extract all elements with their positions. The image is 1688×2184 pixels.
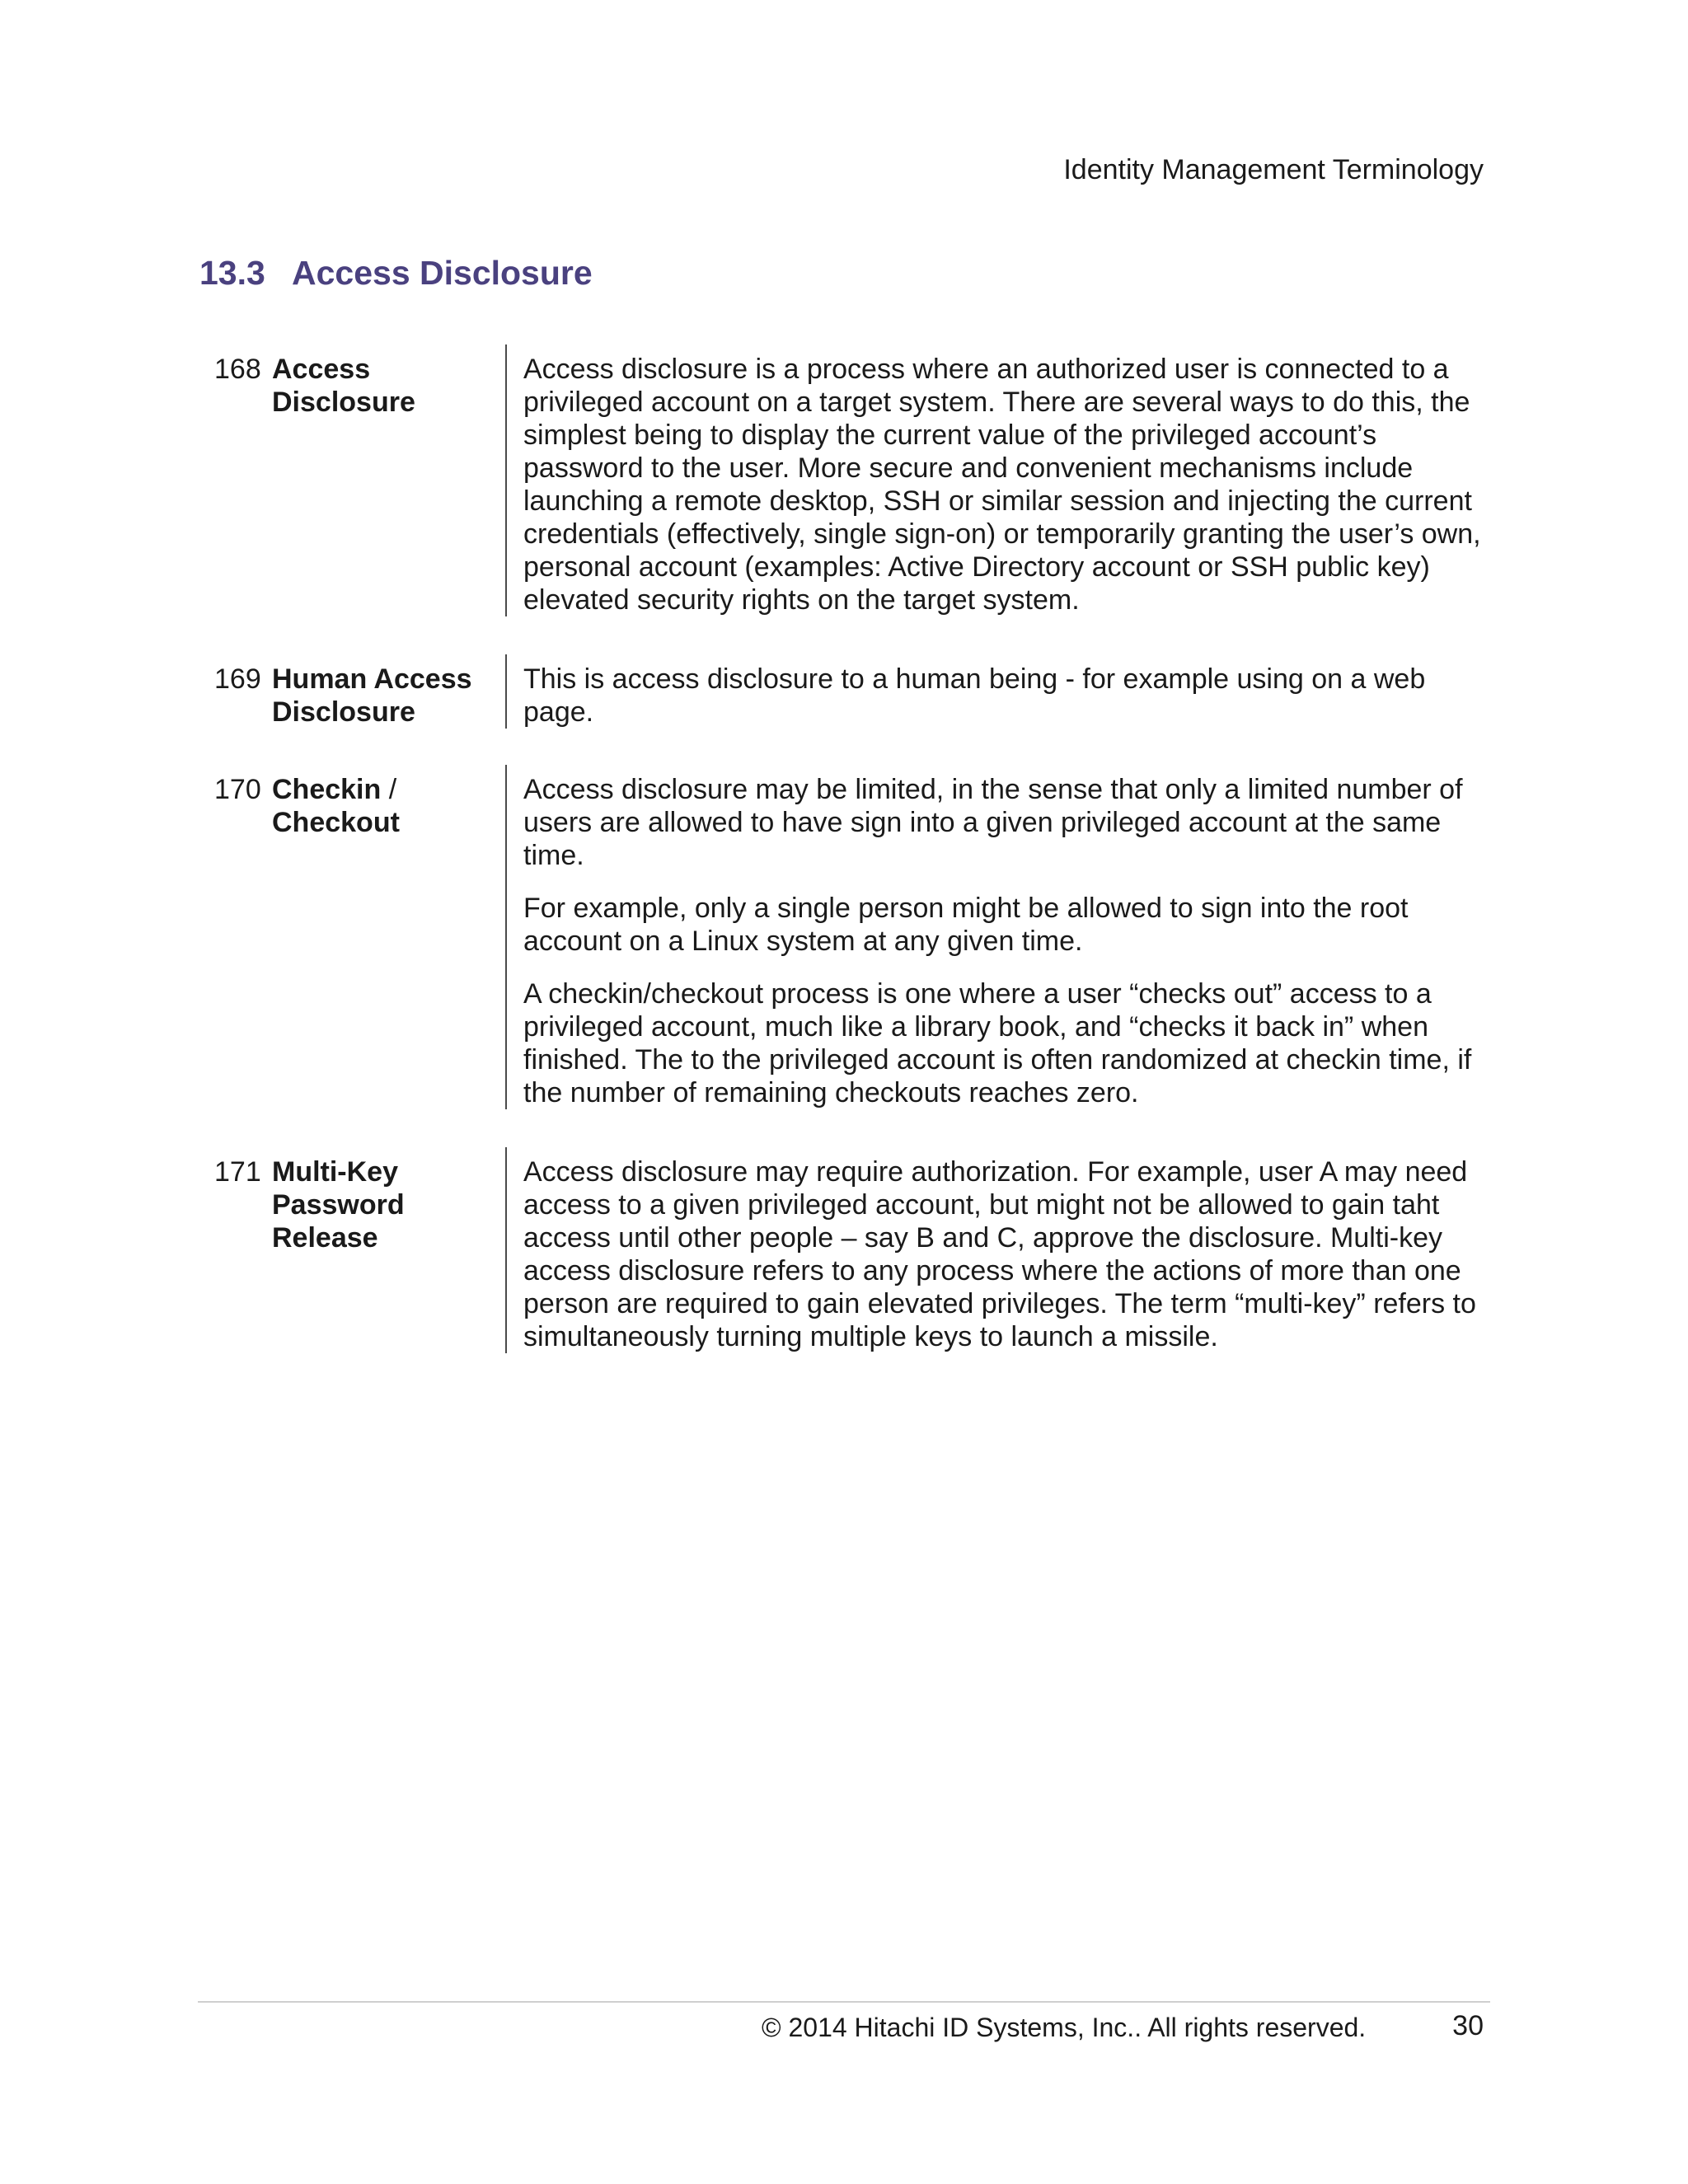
entry-term: Access Disclosure [272, 354, 415, 418]
entry-definition [505, 1147, 1688, 1353]
section-title: Access Disclosure [292, 254, 593, 292]
entry-number: 169 [214, 663, 261, 695]
footer-rule [198, 2001, 1490, 2003]
footer-copyright: © 2014 Hitachi ID Systems, Inc.. All rights reserved. [762, 2013, 1367, 2042]
definition-paragraph: Access disclosure is a process where an authorized user is connected to a privileged account on a target system. There are several ways to do this, the simplest being to display the current value of the privileged account’s password to the user. More secure and convenient mechanisms include launching a remote desktop, SSH or similar session and injecting the current credentials (effectively, single sign-on) or temporarily granting the user’s own, personal account (examples: Active Directory account or SSH public key) elevated security rights on the target system. [523, 354, 1481, 616]
entry-term-bold-second: Checkout [272, 807, 400, 838]
entry-definition [505, 344, 1688, 616]
entry-number: 170 [214, 774, 261, 805]
running-header: Identity Management Terminology [1063, 154, 1484, 185]
section-number: 13.3 [199, 254, 265, 292]
entry-term: Human Access Disclosure [272, 663, 472, 728]
definition-paragraph: Access disclosure may be limited, in the sense that only a limited number of users are allowed to have sign into a given privileged account at the same time. [523, 774, 1463, 871]
entry-definition [505, 765, 1688, 1109]
entry-term-bold: Checkin [272, 774, 382, 805]
entry-term [272, 773, 495, 839]
definition-paragraph: Access disclosure may require authorization. For example, user A may need access to a given privileged account, but might not be allowed to gain taht access until other people – say B and C, approve the disclosure. Multi-key access disclosure refers to any process where the actions of more than one person are required to gain elevated privileges. The term “multi-key” refers to simultaneously turning multiple keys to launch a missile. [523, 1156, 1476, 1352]
entry-term-separator: / [381, 774, 397, 805]
entry-definition [505, 654, 1688, 729]
definition-paragraph: For example, only a single person might be allowed to sign into the root account on a Linux system at any given time. [523, 893, 1409, 957]
entry-number: 168 [214, 354, 261, 385]
definition-paragraph: A checkin/checkout process is one where a user “checks out” access to a privileged account, much like a library book, and “checks it back in” when finished. The to the privileged account is often randomized at checkin time, if the number of remaining checkouts reaches zero. [523, 978, 1472, 1108]
definition-paragraph: This is access disclosure to a human being - for example using on a web page. [523, 663, 1426, 728]
entry-number: 171 [214, 1156, 261, 1188]
entry-term: Multi-Key Password Release [272, 1156, 405, 1254]
page-number: 30 [1452, 2010, 1484, 2041]
section-heading [199, 252, 593, 293]
